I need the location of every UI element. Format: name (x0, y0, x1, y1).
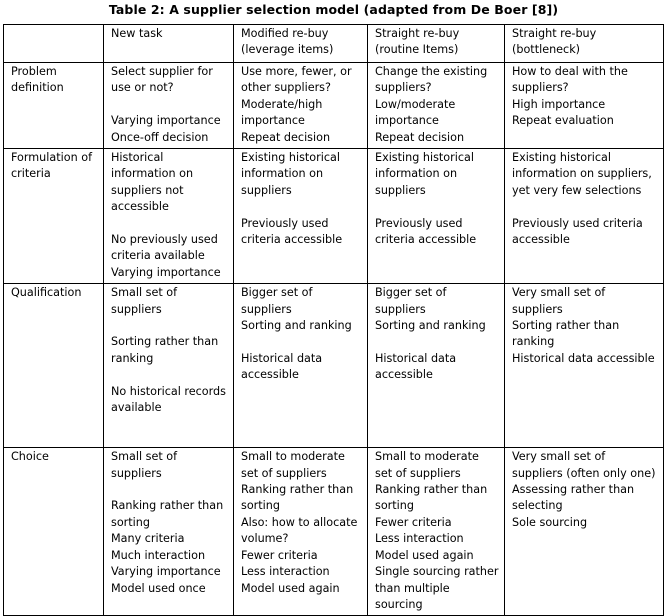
cell-line: Low/moderate (375, 97, 456, 111)
header-cell-new-task (104, 25, 234, 63)
table-row (4, 284, 664, 448)
cell-line: suppliers (375, 302, 426, 316)
cell-line: available (111, 401, 162, 415)
cell-line: Historical data (375, 351, 457, 365)
cell-line: ranking (512, 335, 555, 349)
cell-line: criteria accessible (375, 233, 477, 247)
cell-line: Bigger set of (241, 286, 313, 300)
cell-straight-rebuy-routine (368, 149, 505, 284)
cell-line: sorting (241, 499, 280, 513)
cell-line: yet very few selections (512, 183, 642, 197)
cell-line: Very small set of (512, 450, 606, 464)
cell-line: accessible (375, 368, 433, 382)
cell-line: Existing historical (241, 151, 340, 165)
cell-line: Straight re-buy (375, 27, 460, 40)
cell-line: suppliers? (375, 81, 432, 95)
cell-line: Previously used (241, 216, 329, 230)
cell-line: Small set of (111, 286, 178, 300)
cell-line: volume? (241, 532, 289, 546)
cell-line: (bottleneck) (512, 43, 581, 57)
cell-line: suppliers (241, 183, 292, 197)
cell-line: ranking (111, 351, 154, 365)
cell-line: Small set of (111, 450, 178, 464)
cell-line: Small to moderate (375, 450, 479, 464)
cell-line (375, 334, 500, 350)
cell-line: suppliers (241, 302, 292, 316)
cell-line: Also: how to allocate (241, 515, 358, 529)
cell-line: criteria available (111, 249, 205, 263)
cell-line: Moderate/high (241, 97, 323, 111)
cell-line: Less interaction (375, 532, 464, 546)
cell-straight-rebuy-routine (368, 63, 505, 149)
cell-line: information on (241, 167, 324, 181)
cell-line: Historical (111, 151, 164, 165)
cell-line: High importance (512, 97, 606, 111)
cell-row-label (4, 448, 104, 616)
cell-line: Qualification (11, 286, 82, 300)
cell-line: definition (11, 81, 64, 95)
cell-line: importance (375, 114, 439, 128)
cell-line: suppliers? (512, 81, 569, 95)
table-body (4, 25, 664, 616)
cell-line: Repeat decision (241, 130, 331, 144)
cell-line: suppliers not (111, 183, 184, 197)
cell-line: set of suppliers (241, 466, 327, 480)
cell-line: other suppliers? (241, 81, 331, 95)
cell-line: Choice (11, 450, 49, 464)
cell-line: sorting (375, 499, 414, 513)
cell-line: Fewer criteria (375, 515, 452, 529)
cell-line: Model used again (375, 548, 474, 562)
cell-line: selecting (512, 499, 563, 513)
cell-new-task (104, 149, 234, 284)
cell-line: suppliers (often only one) (512, 466, 656, 480)
cell-line: Ranking rather than (111, 499, 224, 513)
cell-modified-rebuy (234, 63, 368, 149)
cell-modified-rebuy (234, 284, 368, 448)
cell-line: sorting (111, 515, 150, 529)
cell-line: Previously used criteria (512, 216, 643, 230)
cell-line: suppliers (375, 183, 426, 197)
cell-line: Existing historical (375, 151, 474, 165)
cell-straight-rebuy-bottleneck (505, 448, 664, 616)
cell-line: Sorting rather than (512, 319, 620, 333)
cell-line: Small to moderate (241, 450, 345, 464)
cell-new-task (104, 63, 234, 149)
cell-straight-rebuy-bottleneck (505, 284, 664, 448)
cell-line: Varying importance (111, 265, 221, 279)
cell-line: New task (111, 27, 163, 40)
cell-line: Sorting and ranking (375, 319, 486, 333)
cell-line (111, 97, 229, 113)
cell-line: Many criteria (111, 532, 185, 546)
cell-line: importance (241, 114, 305, 128)
cell-line: use or not? (111, 81, 174, 95)
cell-line: Modified re-buy (241, 27, 329, 40)
table-row (4, 63, 664, 149)
cell-line: information on (375, 167, 458, 181)
cell-line: Sole sourcing (512, 515, 588, 529)
cell-modified-rebuy (234, 149, 368, 284)
cell-line: Straight re-buy (512, 27, 597, 40)
cell-line: Change the existing (375, 65, 488, 78)
cell-line: No historical records (111, 384, 226, 398)
cell-line: Varying importance (111, 565, 221, 579)
cell-straight-rebuy-bottleneck (505, 149, 664, 284)
table-row (4, 448, 664, 616)
cell-line: (leverage items) (241, 43, 334, 57)
cell-line: information on (111, 167, 194, 181)
cell-line (241, 334, 363, 350)
header-cell-row-label (4, 25, 104, 63)
cell-line (111, 216, 229, 232)
cell-line (11, 26, 99, 42)
cell-line: (routine Items) (375, 43, 459, 57)
cell-line: Very small set of (512, 286, 606, 300)
cell-straight-rebuy-bottleneck (505, 63, 664, 149)
cell-row-label (4, 63, 104, 149)
header-row (4, 25, 664, 63)
cell-line (111, 482, 229, 498)
cell-line (111, 318, 229, 334)
cell-line: criteria accessible (241, 233, 343, 247)
cell-line (375, 199, 500, 215)
cell-new-task (104, 284, 234, 448)
cell-line: How to deal with the (512, 65, 628, 78)
header-cell-straight-rebuy-routine (368, 25, 505, 63)
cell-line: Assessing rather than (512, 483, 635, 497)
cell-line: than multiple (375, 581, 450, 595)
header-cell-straight-rebuy-bottleneck (505, 25, 664, 63)
header-cell-modified-rebuy (234, 25, 368, 63)
table-row (4, 149, 664, 284)
cell-line: Once-off decision (111, 130, 209, 144)
cell-line: accessible (111, 200, 169, 214)
cell-line: accessible (241, 368, 299, 382)
cell-line: information on suppliers, (512, 167, 652, 181)
cell-straight-rebuy-routine (368, 284, 505, 448)
cell-line: Ranking rather than (241, 483, 354, 497)
cell-line: Single sourcing rather (375, 565, 499, 579)
cell-line: Bigger set of (375, 286, 447, 300)
cell-row-label (4, 149, 104, 284)
cell-line: Repeat evaluation (512, 114, 614, 128)
cell-line: Varying importance (111, 114, 221, 128)
cell-line: suppliers (111, 302, 162, 316)
cell-line: criteria (11, 167, 51, 181)
cell-line: Sorting and ranking (241, 319, 352, 333)
cell-straight-rebuy-routine (368, 448, 505, 616)
cell-line: Model used once (111, 581, 206, 595)
cell-line: Model used again (241, 581, 340, 595)
cell-new-task (104, 448, 234, 616)
cell-line: Ranking rather than (375, 483, 488, 497)
cell-line: set of suppliers (375, 466, 461, 480)
cell-line: Repeat decision (375, 130, 465, 144)
cell-modified-rebuy (234, 448, 368, 616)
cell-line: Formulation of (11, 151, 93, 165)
cell-line: Historical data (241, 351, 323, 365)
cell-line: Less interaction (241, 565, 330, 579)
supplier-selection-table (3, 24, 664, 616)
cell-line: Fewer criteria (241, 548, 318, 562)
cell-line: No previously used (111, 233, 218, 247)
cell-line (241, 199, 363, 215)
cell-line (111, 367, 229, 383)
cell-line (512, 199, 659, 215)
cell-row-label (4, 284, 104, 448)
cell-line: accessible (512, 233, 570, 247)
cell-line: sourcing (375, 597, 423, 611)
cell-line: Previously used (375, 216, 463, 230)
cell-line: Problem (11, 65, 57, 78)
table-caption: Table 2: A supplier selection model (adapted from De Boer [8]) (108, 2, 559, 17)
cell-line: Sorting rather than (111, 335, 219, 349)
cell-line: Existing historical (512, 151, 611, 165)
cell-line: Historical data accessible (512, 351, 655, 365)
cell-line: Use more, fewer, or (241, 65, 352, 78)
cell-line: suppliers (111, 466, 162, 480)
cell-line: Select supplier for (111, 65, 213, 78)
cell-line: suppliers (512, 302, 563, 316)
cell-line: Much interaction (111, 548, 206, 562)
